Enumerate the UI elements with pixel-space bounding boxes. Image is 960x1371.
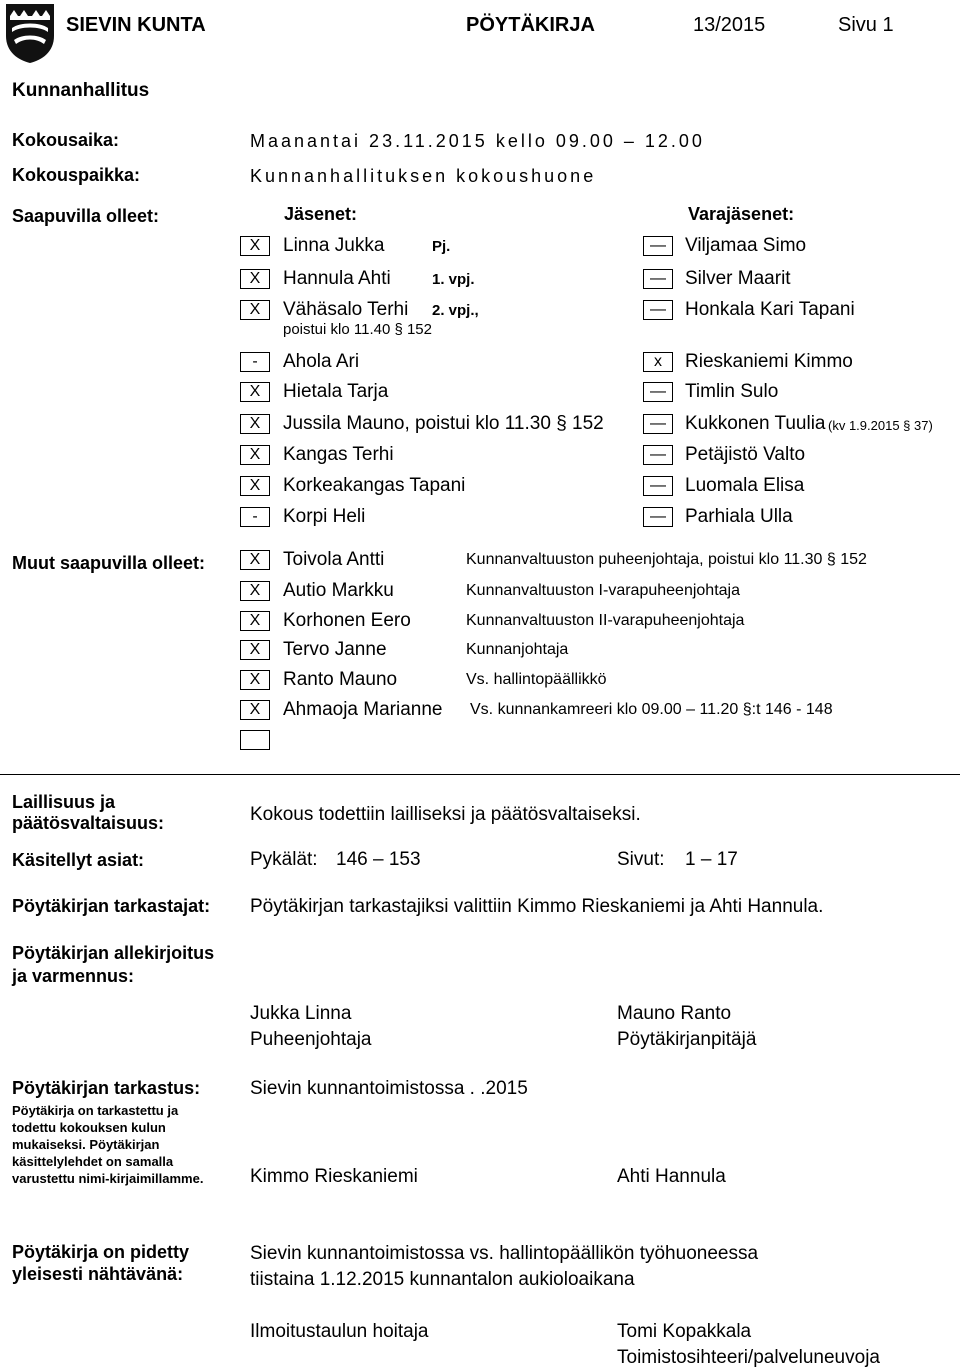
page-number: Sivu 1 [838, 14, 894, 36]
chair-name: Jukka Linna [250, 1003, 352, 1024]
attendance-checkbox: — [643, 269, 673, 289]
review-note: Pöytäkirja on tarkastettu ja todettu kokouksen kulun mukaiseksi. Pöytäkirjan käsittelylehdet on samalla varustettu nimi-kirjaimillamme. [12, 1103, 204, 1186]
attendance-checkbox: — [643, 382, 673, 402]
attendance-checkbox: — [643, 300, 673, 320]
attendance-checkbox: X [240, 611, 270, 631]
public-line1: Sievin kunnantoimistossa vs. hallintopäällikön työhuoneessa [250, 1243, 759, 1264]
attendance-checkbox: — [643, 507, 673, 527]
pages-label: Sivut: [617, 849, 665, 870]
deputy-name: Honkala Kari Tapani [685, 299, 855, 320]
notice-board-keeper: Ilmoitustaulun hoitaja [250, 1321, 429, 1342]
attendance-checkbox: — [643, 476, 673, 496]
attendance-checkbox: - [240, 352, 270, 372]
attendance-checkbox: X [240, 550, 270, 570]
attendance-checkbox: X [240, 700, 270, 720]
deputies-header: Varajäsenet: [688, 204, 795, 224]
sections-label: Pykälät: [250, 849, 318, 870]
member-name: Hietala Tarja [283, 381, 389, 402]
public-label: Pöytäkirja on pidetty yleisesti nähtävänä: [12, 1242, 190, 1284]
meeting-time-value: Maanantai 23.11.2015 kello 09.00 – 12.00 [250, 131, 705, 151]
members-header: Jäsenet: [284, 204, 358, 224]
review-place: Sievin kunnantoimistossa . .2015 [250, 1078, 528, 1099]
deputy-name: Rieskaniemi Kimmo [685, 351, 853, 372]
other-role: Kunnanjohtaja [466, 641, 569, 658]
deputy-name: Petäjistö Valto [685, 444, 806, 465]
attendance-checkbox: X [240, 269, 270, 289]
document-number: 13/2015 [693, 14, 766, 36]
attendance-checkbox: X [240, 236, 270, 256]
checkers-label: Pöytäkirjan tarkastajat: [12, 896, 211, 916]
meeting-time-label: Kokousaika: [12, 130, 120, 150]
member-role: Pj. [432, 238, 451, 255]
section-divider [0, 774, 960, 775]
deputy-name: Kukkonen Tuulia [685, 413, 826, 434]
secretary-title: Pöytäkirjanpitäjä [617, 1029, 757, 1050]
attendance-checkbox: X [240, 382, 270, 402]
meeting-place-value: Kunnanhallituksen kokoushuone [250, 166, 597, 186]
pages-value: 1 – 17 [685, 849, 738, 870]
attendance-checkbox: X [240, 670, 270, 690]
member-role: 2. vpj., [432, 302, 479, 319]
other-name: Autio Markku [283, 580, 394, 601]
deputy-name: Viljamaa Simo [685, 235, 807, 256]
member-name: Vähäsalo Terhi [283, 299, 409, 320]
other-role: Kunnanvaltuuston II-varapuheenjohtaja [466, 612, 745, 629]
attendees-label: Saapuvilla olleet: [12, 206, 160, 226]
coat-of-arms-icon [4, 2, 56, 64]
other-role: Vs. kunnankamreeri klo 09.00 – 11.20 §:t 146 - 148 [470, 701, 833, 718]
chair-title: Puheenjohtaja [250, 1029, 372, 1050]
other-role: Vs. hallintopäällikkö [466, 671, 607, 688]
signing-label: Pöytäkirjan allekirjoitus ja varmennus: [12, 943, 215, 986]
deputy-note: (kv 1.9.2015 § 37) [828, 418, 933, 433]
public-signer-title: Toimistosihteeri/palveluneuvoja [617, 1347, 880, 1368]
member-name: Ahola Ari [283, 351, 360, 372]
handled-label: Käsitellyt asiat: [12, 850, 145, 870]
other-name: Toivola Antti [283, 549, 385, 570]
other-name: Ahmaoja Marianne [283, 699, 443, 720]
body-name: Kunnanhallitus [12, 80, 150, 101]
public-line2: tiistaina 1.12.2015 kunnantalon aukioloaikana [250, 1269, 635, 1290]
attendance-checkbox: — [643, 445, 673, 465]
other-name: Korhonen Eero [283, 610, 411, 631]
attendance-checkbox: X [240, 300, 270, 320]
deputy-name: Silver Maarit [685, 268, 791, 289]
member-note: poistui klo 11.40 § 152 [283, 321, 432, 338]
member-name: Linna Jukka [283, 235, 385, 256]
others-label: Muut saapuvilla olleet: [12, 553, 206, 573]
reviewer-right-name: Ahti Hannula [617, 1166, 726, 1187]
attendance-checkbox: X [240, 640, 270, 660]
attendance-checkbox: X [240, 445, 270, 465]
meeting-place-label: Kokouspaikka: [12, 165, 141, 185]
attendance-checkbox: — [643, 236, 673, 256]
secretary-name: Mauno Ranto [617, 1003, 732, 1024]
member-name: Jussila Mauno, poistui klo 11.30 § 152 [283, 413, 604, 434]
attendance-checkbox: - [240, 507, 270, 527]
reviewer-left-name: Kimmo Rieskaniemi [250, 1166, 418, 1187]
sections-value: 146 – 153 [336, 849, 421, 870]
checkers-value: Pöytäkirjan tarkastajiksi valittiin Kimmo Rieskaniemi ja Ahti Hannula. [250, 896, 824, 917]
attendance-checkbox: X [240, 476, 270, 496]
municipality-name: SIEVIN KUNTA [66, 14, 206, 36]
public-signer-name: Tomi Kopakkala [617, 1321, 752, 1342]
attendance-checkbox: X [240, 581, 270, 601]
other-name: Tervo Janne [283, 639, 387, 660]
legality-label: Laillisuus ja päätösvaltaisuus: [12, 792, 165, 833]
deputy-name: Luomala Elisa [685, 475, 805, 496]
deputy-name: Parhiala Ulla [685, 506, 793, 527]
other-role: Kunnanvaltuuston puheenjohtaja, poistui klo 11.30 § 152 [466, 551, 867, 568]
member-name: Hannula Ahti [283, 268, 391, 289]
member-name: Kangas Terhi [283, 444, 394, 465]
document-type: PÖYTÄKIRJA [466, 14, 595, 36]
member-name: Korpi Heli [283, 506, 366, 527]
attendance-checkbox: X [240, 414, 270, 434]
attendance-checkbox: x [643, 352, 673, 372]
member-role: 1. vpj. [432, 271, 475, 288]
other-role: Kunnanvaltuuston I-varapuheenjohtaja [466, 582, 740, 599]
attendance-checkbox [240, 730, 270, 750]
deputy-name: Timlin Sulo [685, 381, 779, 402]
review-label: Pöytäkirjan tarkastus: [12, 1078, 201, 1098]
member-name: Korkeakangas Tapani [283, 475, 466, 496]
other-name: Ranto Mauno [283, 669, 398, 690]
attendance-checkbox: — [643, 414, 673, 434]
legality-value: Kokous todettiin lailliseksi ja päätösvaltaiseksi. [250, 804, 641, 825]
